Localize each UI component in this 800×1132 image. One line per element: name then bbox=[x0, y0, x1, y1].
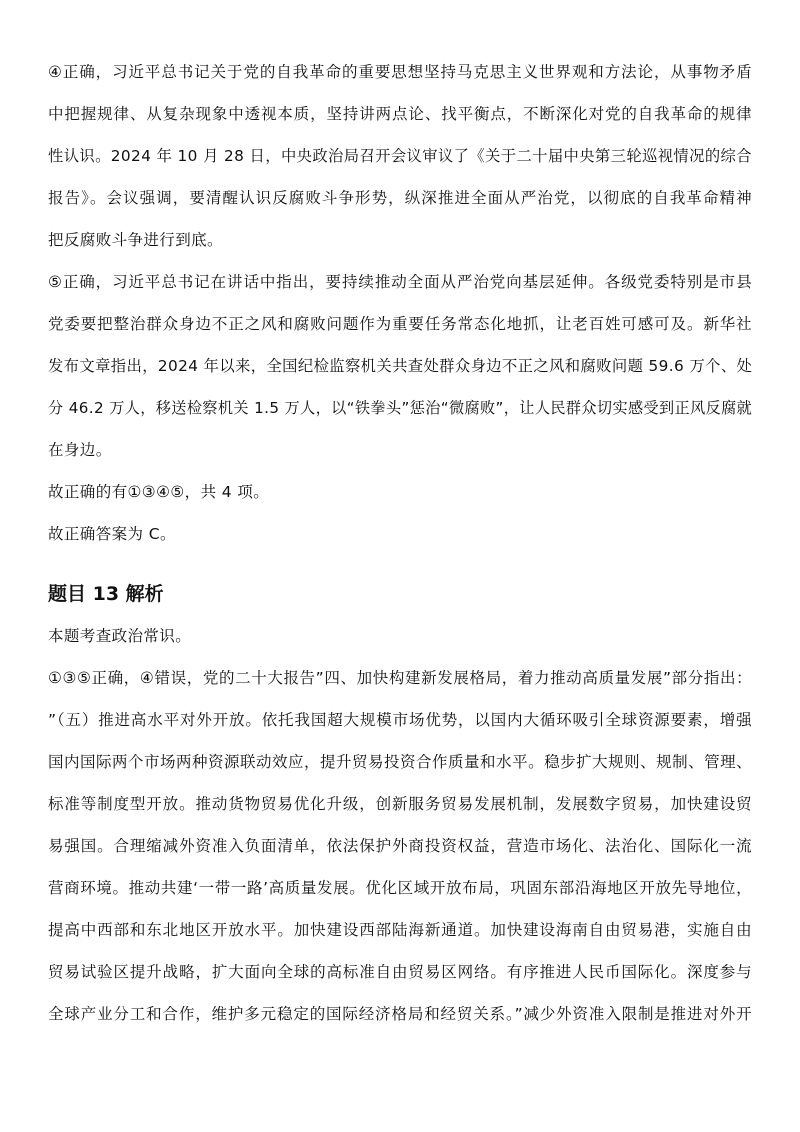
paragraph-5-line-3: 发布文章指出，2024 年以来，全国纪检监察机关共查处群众身边不正之风和腐败问题 59.6 万个、处 bbox=[48, 357, 753, 375]
paragraph-4-line-3: 性认识。2024 年 10 月 28 日，中央政治局召开会议审议了《关于二十届中央第三轮巡视情况的综合 bbox=[48, 147, 752, 165]
section-13-line-2: ”（五）推进高水平对外开放。依托我国超大规模市场优势，以国内大循环吸引全球资源要素，增强 bbox=[48, 711, 752, 729]
section-13-line-9: 全球产业分工和合作，维护多元稳定的国际经济格局和经贸关系。”减少外资准入限制是推进对外开 bbox=[48, 1005, 752, 1023]
paragraph-4-line-5: 把反腐败斗争进行到底。 bbox=[48, 231, 223, 249]
answer-line: 故正确答案为 C。 bbox=[48, 525, 176, 543]
section-13-intro: 本题考查政治常识。 bbox=[48, 627, 192, 645]
paragraph-5-line-4: 分 46.2 万人，移送检察机关 1.5 万人，以“铁拳头”惩治“微腐败”，让人民群众切实感受到正风反腐就 bbox=[48, 399, 753, 417]
section-13-heading: 题目 13 解析 bbox=[48, 583, 164, 605]
paragraph-4-line-1: ④正确，习近平总书记关于党的自我革命的重要思想坚持马克思主义世界观和方法论，从事物矛盾 bbox=[48, 63, 752, 81]
section-13-line-5: 易强国。合理缩减外资准入负面清单，依法保护外商投资权益，营造市场化、法治化、国际化一流 bbox=[48, 837, 752, 855]
section-13-line-3: 国内国际两个市场两种资源联动效应，提升贸易投资合作质量和水平。稳步扩大规则、规制、管理、 bbox=[48, 753, 752, 771]
paragraph-4-line-4: 报告》。会议强调，要清醒认识反腐败斗争形势，纵深推进全面从严治党，以彻底的自我革命精神 bbox=[48, 189, 752, 207]
paragraph-5-line-1: ⑤正确，习近平总书记在讲话中指出，要持续推动全面从严治党向基层延伸。各级党委特别是市县 bbox=[48, 273, 752, 291]
section-13-line-7: 提高中西部和东北地区开放水平。加快建设西部陆海新通道。加快建设海南自由贸易港，实施自由 bbox=[48, 921, 752, 939]
paragraph-5-line-5: 在身边。 bbox=[48, 441, 112, 459]
section-13-line-1: ①③⑤正确，④错误，党的二十大报告”四、加快构建新发展格局，着力推动高质量发展”部分指出： bbox=[48, 669, 752, 687]
correct-count-line: 故正确的有①③④⑤，共 4 项。 bbox=[48, 483, 270, 501]
paragraph-4-line-2: 中把握规律、从复杂现象中透视本质，坚持讲两点论、找平衡点，不断深化对党的自我革命的规律 bbox=[48, 105, 752, 123]
section-13-line-6: 营商环境。推动共建‘一带一路’高质量发展。优化区域开放布局，巩固东部沿海地区开放先导地位， bbox=[48, 879, 752, 897]
section-13-line-8: 贸易试验区提升战略，扩大面向全球的高标准自由贸易区网络。有序推进人民币国际化。深度参与 bbox=[48, 963, 752, 981]
section-13-line-4: 标准等制度型开放。推动货物贸易优化升级，创新服务贸易发展机制，发展数字贸易，加快建设贸 bbox=[48, 795, 752, 813]
paragraph-5-line-2: 党委要把整治群众身边不正之风和腐败问题作为重要任务常态化地抓，让老百姓可感可及。新华社 bbox=[48, 315, 752, 333]
